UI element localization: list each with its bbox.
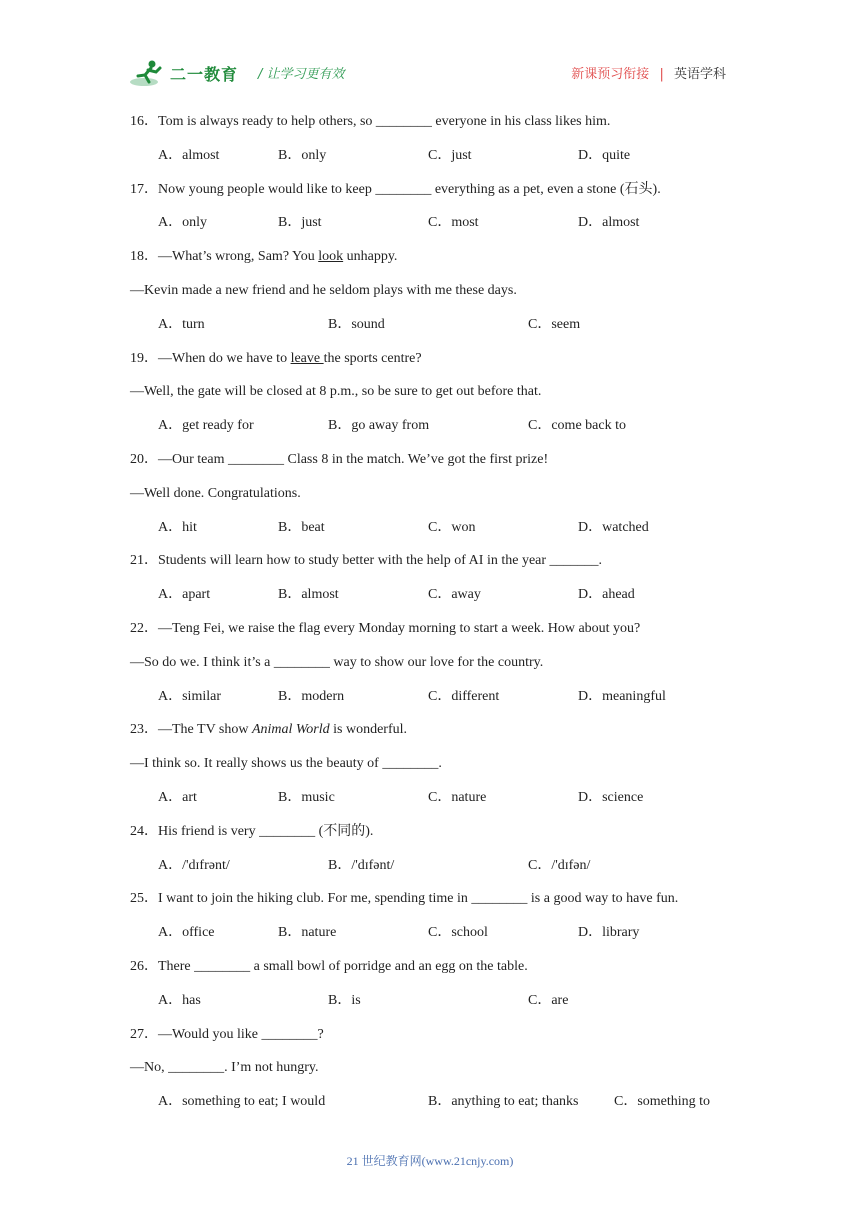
stem-text: is wonderful. [329, 722, 408, 738]
option-c[interactable]: C．school [428, 925, 488, 941]
question-19-reply: —Well, the gate will be closed at 8 p.m., so be sure to get out before that. [130, 384, 542, 400]
underlined-word: leave [290, 350, 324, 366]
option-b[interactable]: B．music [278, 789, 335, 805]
question-25-stem: 25．I want to join the hiking club. For me, spending time in ________ is a good way to have fun. [130, 891, 679, 907]
question-23-stem [130, 716, 740, 750]
header-separator: | [659, 67, 664, 82]
question-20-reply: —Well done. Congratulations. [130, 485, 301, 501]
question-list [130, 108, 740, 1122]
option-b[interactable]: B．just [278, 215, 322, 231]
stem-text: 23．—The TV show [130, 722, 252, 738]
question-16-options [130, 142, 740, 176]
question-16-stem: 16．Tom is always ready to help others, so ________ everyone in his class likes him. [130, 114, 611, 129]
option-a[interactable]: A．similar [158, 688, 221, 704]
option-a[interactable]: A．turn [158, 316, 205, 332]
question-22-reply: —So do we. I think it’s a ________ way to show our love for the country. [130, 654, 544, 670]
subject-label: 英语学科 [673, 67, 726, 82]
stem-text: 18．—What’s wrong, Sam? You [130, 249, 319, 265]
option-d[interactable]: D．almost [578, 215, 640, 231]
option-b[interactable]: B．almost [278, 587, 339, 603]
option-b[interactable]: B．go away from [328, 418, 430, 434]
option-a[interactable]: A．get ready for [158, 418, 254, 434]
question-25-options [130, 919, 740, 953]
question-17-options [130, 209, 740, 243]
option-c[interactable]: C．different [428, 688, 500, 704]
underlined-word: look [318, 249, 344, 265]
option-d[interactable]: D．library [578, 925, 640, 941]
page-footer: 21 世纪教育网(www.21cnjy.com) [346, 1154, 514, 1168]
option-b[interactable]: B．anything to eat; thanks [428, 1094, 579, 1110]
question-27-reply: —No, ________. I’m not hungry. [130, 1060, 319, 1076]
option-b[interactable]: B．is [328, 992, 361, 1008]
option-b[interactable]: B．sound [328, 316, 385, 332]
question-22-options [130, 683, 740, 717]
option-c[interactable]: C．just [428, 147, 472, 163]
runner-logo-icon [130, 58, 166, 88]
question-24-stem: 24．His friend is very ________ (不同的). [130, 823, 374, 839]
option-c[interactable]: C．most [428, 215, 479, 231]
question-21-options [130, 581, 740, 615]
logo-text: 二一教育 [170, 64, 239, 84]
course-label: 新课预习衔接 [571, 67, 650, 82]
question-18-stem [130, 243, 740, 277]
question-18-reply: —Kevin made a new friend and he seldom plays with me these days. [130, 282, 517, 298]
option-a[interactable]: A．something to eat; I would [158, 1094, 326, 1110]
page-header [130, 56, 726, 90]
slogan: / 让学习更有效 [258, 67, 345, 82]
question-22-stem: 22．—Teng Fei, we raise the flag every Monday morning to start a week. How about you? [130, 620, 641, 636]
option-a[interactable]: A．only [158, 215, 207, 231]
option-b[interactable]: B．only [278, 147, 327, 163]
option-a[interactable]: A．apart [158, 587, 211, 603]
option-c[interactable]: C．seem [528, 316, 581, 332]
question-19-options [130, 412, 740, 446]
option-c[interactable]: C．away [428, 587, 481, 603]
stem-text: the sports centre? [323, 350, 422, 366]
option-d[interactable]: D．quite [578, 147, 631, 163]
option-b[interactable]: B．modern [278, 688, 345, 704]
stem-text: 19．—When do we have to [130, 350, 291, 366]
option-c[interactable]: C．nature [428, 789, 487, 805]
option-a[interactable]: A．almost [158, 147, 220, 163]
option-b[interactable]: B．nature [278, 925, 337, 941]
option-b[interactable]: B．/'dɪfənt/ [328, 857, 395, 873]
question-26-options [130, 987, 740, 1021]
brand-logo [130, 56, 238, 90]
option-d[interactable]: D．meaningful [578, 688, 666, 704]
option-c[interactable]: C．are [528, 992, 569, 1008]
option-d[interactable]: D．watched [578, 519, 649, 535]
stem-text: unhappy. [343, 249, 398, 265]
question-20-stem: 20．—Our team ________ Class 8 in the match. We’ve got the first prize! [130, 451, 549, 467]
option-b[interactable]: B．beat [278, 519, 325, 535]
question-24-options [130, 852, 740, 886]
question-17-stem: 17．Now young people would like to keep ________ everything as a pet, even a stone (石头). [130, 181, 661, 197]
option-d[interactable]: D．ahead [578, 587, 635, 603]
question-26-stem: 26．There ________ a small bowl of porridge and an egg on the table. [130, 958, 528, 974]
option-a[interactable]: A．art [158, 789, 197, 805]
header-right [571, 63, 726, 82]
italic-title: Animal World [251, 722, 330, 738]
question-18-options [130, 311, 740, 345]
question-27-options [130, 1088, 740, 1122]
option-c[interactable]: C．something to [614, 1094, 711, 1110]
question-19-stem [130, 345, 740, 379]
question-20-options [130, 514, 740, 548]
question-21-stem: 21．Students will learn how to study better with the help of AI in the year _______. [130, 553, 603, 569]
question-27-stem: 27．—Would you like ________? [130, 1026, 324, 1042]
option-a[interactable]: A．hit [158, 519, 197, 535]
question-23-options [130, 784, 740, 818]
option-a[interactable]: A．has [158, 992, 201, 1008]
option-d[interactable]: D．science [578, 789, 644, 805]
option-a[interactable]: A．/'dɪfrənt/ [158, 857, 230, 873]
question-23-reply: —I think so. It really shows us the beauty of ________. [130, 756, 442, 772]
option-c[interactable]: C．come back to [528, 418, 626, 434]
option-a[interactable]: A．office [158, 925, 215, 941]
option-c[interactable]: C．won [428, 519, 476, 535]
option-c[interactable]: C．/'dɪfən/ [528, 857, 591, 873]
